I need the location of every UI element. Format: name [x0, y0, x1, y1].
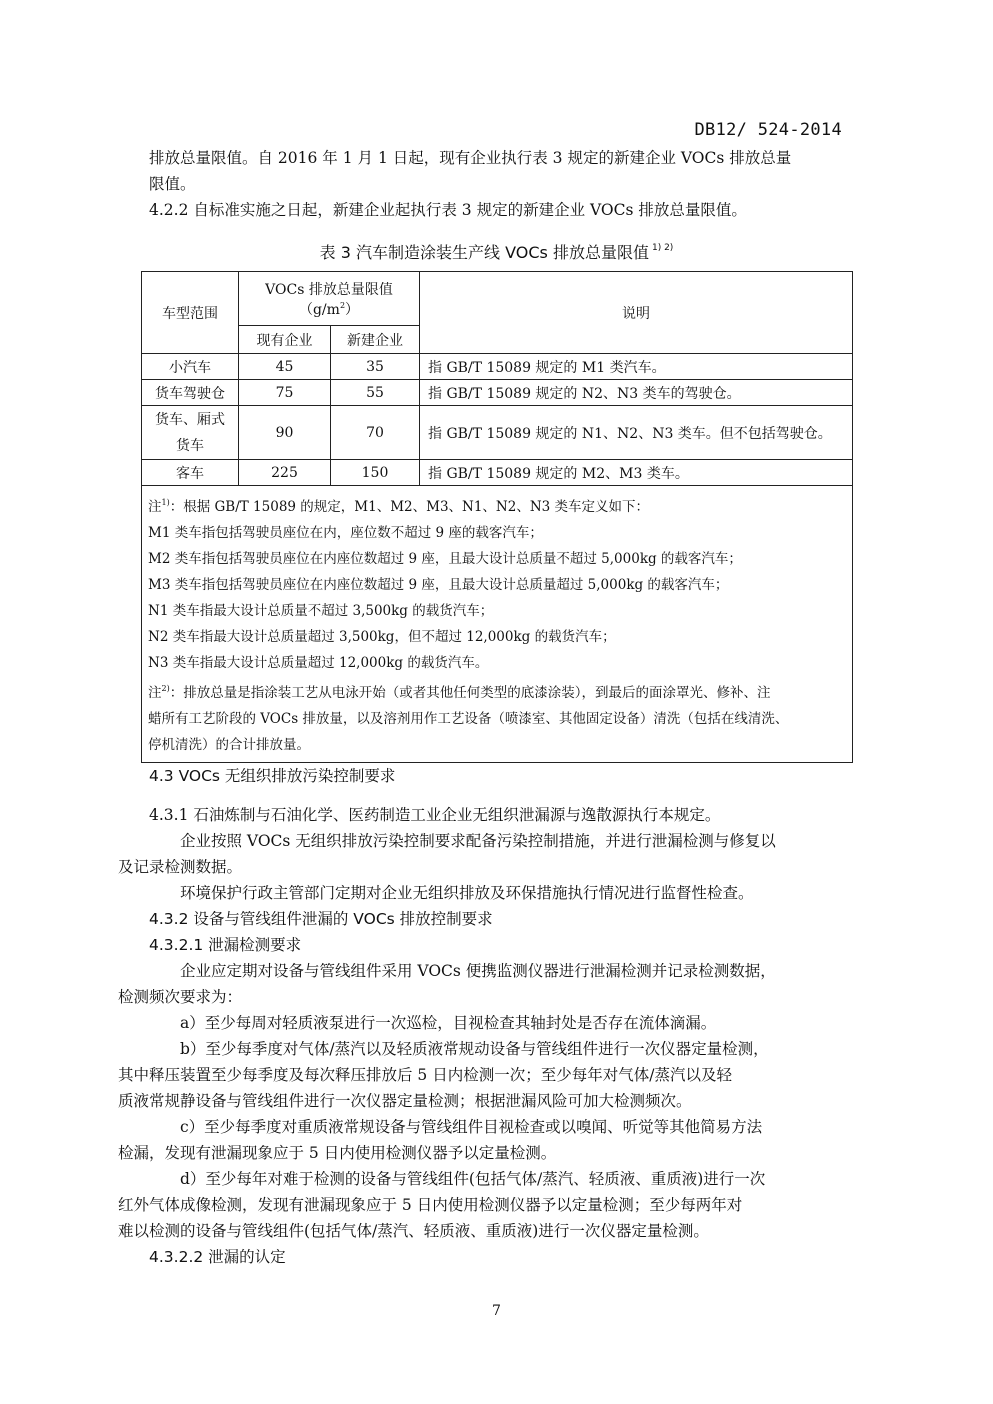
- item-text: 检漏，发现有泄漏现象应于 5 日内使用检测仪器予以定量检测。: [118, 1144, 557, 1162]
- emission-limit-table: [141, 271, 853, 763]
- paragraph-top: [149, 145, 845, 197]
- page-number: 7: [492, 1303, 501, 1319]
- note-label: 注: [148, 499, 162, 515]
- item-b: [118, 1036, 845, 1114]
- clause-4-3-2: 4.3.2 设备与管线组件泄漏的 VOCs 排放控制要求: [149, 910, 493, 928]
- paragraph-text: 检测频次要求为：: [118, 988, 243, 1006]
- cell-new: 35: [331, 354, 420, 380]
- standard-number: DB12/ 524-2014: [694, 120, 842, 140]
- unit-text-close: ）: [345, 301, 360, 318]
- paragraph-text: 企业应定期对设备与管线组件采用 VOCs 便携监测仪器进行泄漏检测并记录检测数据，: [180, 962, 776, 980]
- paragraph-4-3-1-b: 环境保护行政主管部门定期对企业无组织排放及环保措施执行情况进行监督性检查。: [180, 884, 754, 902]
- note-line: N2 类车指最大设计总质量超过 3,500kg，但不超过 12,000kg 的载货汽车；: [148, 629, 616, 645]
- paragraph-text: 及记录检测数据。: [118, 858, 243, 876]
- cell-new: 70: [331, 406, 420, 460]
- cell-existing: 75: [239, 380, 331, 406]
- header-limit-unit: [243, 299, 415, 319]
- paragraph-line: 排放总量限值。自 2016 年 1 月 1 日起，现有企业执行表 3 规定的新建企业 VOCs 排放总量: [149, 149, 792, 167]
- note-line: N3 类车指最大设计总质量超过 12,000kg 的载货汽车。: [148, 655, 489, 671]
- caption-footnote-marks: 1) 2): [651, 243, 674, 253]
- table-row: [142, 380, 853, 406]
- paragraph-text: 企业按照 VOCs 无组织排放污染控制要求配备污染控制措施，并进行泄漏检测与修复以: [180, 832, 776, 850]
- cell-desc: 指 GB/T 15089 规定的 N1、N2、N3 类车。但不包括驾驶仓。: [420, 406, 853, 460]
- cell-desc: 指 GB/T 15089 规定的 N2、N3 类车的驾驶仓。: [420, 380, 853, 406]
- header-description: 说明: [420, 272, 853, 354]
- header-new: 新建企业: [331, 326, 420, 354]
- item-text: 其中释压装置至少每季度及每次释压排放后 5 日内检测一次；至少每年对气体/蒸汽以及轻: [118, 1066, 732, 1084]
- table-header-row: [142, 272, 853, 326]
- clause-4-3-1: 4.3.1 石油炼制与石油化学、医药制造工业企业无组织泄漏源与逸散源执行本规定。: [149, 806, 721, 824]
- item-d: [118, 1166, 845, 1244]
- table-row: [142, 460, 853, 486]
- item-c: [118, 1114, 845, 1166]
- header-limit-label: VOCs 排放总量限值: [265, 281, 393, 298]
- table-notes-row: [142, 486, 853, 763]
- note-line: 蜡所有工艺阶段的 VOCs 排放量，以及溶剂用作工艺设备（喷漆室、其他固定设备）清洗（包括在线清洗、: [148, 711, 789, 727]
- note-line: 停机清洗）的合计排放量。: [148, 737, 310, 753]
- cell-type: [142, 406, 239, 460]
- paragraph-line: 限值。: [149, 175, 196, 193]
- note-2: [148, 676, 846, 706]
- header-vehicle-type: 车型范围: [142, 272, 239, 354]
- cell-type: 小汽车: [142, 354, 239, 380]
- paragraph-4-3-2-1: [118, 958, 845, 1010]
- cell-type: 客车: [142, 460, 239, 486]
- note-line: M1 类车指包括驾驶员座位在内，座位数不超过 9 座的载客汽车；: [148, 525, 543, 541]
- note-line: M2 类车指包括驾驶员座位在内座位数超过 9 座，且最大设计总质量不超过 5,000kg 的载客汽车；: [148, 551, 742, 567]
- note-marker: 1): [161, 498, 170, 507]
- cell-new: 150: [331, 460, 420, 486]
- clause-4-3-2-2: 4.3.2.2 泄漏的认定: [149, 1248, 286, 1266]
- note-marker: 2): [161, 684, 170, 693]
- section-4-3-title: 4.3 VOCs 无组织排放污染控制要求: [149, 767, 396, 785]
- unit-text: （g/m: [298, 301, 340, 318]
- unit-exponent: 2: [339, 300, 346, 310]
- clause-4-3-2-1: 4.3.2.1 泄漏检测要求: [149, 936, 302, 954]
- cell-desc: 指 GB/T 15089 规定的 M2、M3 类车。: [420, 460, 853, 486]
- header-existing: 现有企业: [239, 326, 331, 354]
- cell-type: 货车驾驶仓: [142, 380, 239, 406]
- item-text: b）至少每季度对气体/蒸汽以及轻质液常规动设备与管线组件进行一次仪器定量检测，: [180, 1040, 769, 1058]
- header-limit: [239, 272, 420, 326]
- item-text: 质液常规静设备与管线组件进行一次仪器定量检测；根据泄漏风险可加大检测频次。: [118, 1092, 692, 1110]
- cell-desc: 指 GB/T 15089 规定的 M1 类汽车。: [420, 354, 853, 380]
- item-text: d）至少每年对难于检测的设备与管线组件(包括气体/蒸汽、轻质液、重质液)进行一次: [180, 1170, 766, 1188]
- item-a: a）至少每周对轻质液泵进行一次巡检，目视检查其轴封处是否存在流体滴漏。: [180, 1014, 717, 1032]
- note-line: N1 类车指最大设计总质量不超过 3,500kg 的载货汽车；: [148, 603, 494, 619]
- item-text: c）至少每季度对重质液常规设备与管线组件目视检查或以嗅闻、听觉等其他简易方法: [180, 1118, 763, 1136]
- paragraph-4-3-1-a: [118, 828, 845, 880]
- table-row: [142, 406, 853, 460]
- note-1: [148, 490, 846, 520]
- table-row: [142, 354, 853, 380]
- clause-4-2-2: 4.2.2 自标准实施之日起，新建企业起执行表 3 规定的新建企业 VOCs 排放总量限值。: [149, 201, 747, 219]
- table-caption: [0, 240, 993, 263]
- cell-existing: 225: [239, 460, 331, 486]
- item-text: 红外气体成像检测，发现有泄漏现象应于 5 日内使用检测仪器予以定量检测；至少每两年对: [118, 1196, 743, 1214]
- cell-type-line: 货车: [176, 437, 204, 454]
- note-text: ：排放总量是指涂装工艺从电泳开始（或者其他任何类型的底漆涂装），到最后的面涂罩光、修补、注: [169, 685, 771, 701]
- caption-text: 表 3 汽车制造涂装生产线 VOCs 排放总量限值: [319, 243, 649, 262]
- item-text: 难以检测的设备与管线组件(包括气体/蒸汽、轻质液、重质液)进行一次仪器定量检测。: [118, 1222, 709, 1240]
- cell-existing: 90: [239, 406, 331, 460]
- cell-type-line: 货车、厢式: [155, 411, 225, 428]
- cell-existing: 45: [239, 354, 331, 380]
- table-notes: [142, 486, 853, 763]
- cell-new: 55: [331, 380, 420, 406]
- note-text: ：根据 GB/T 15089 的规定，M1、M2、M3、N1、N2、N3 类车定义如下：: [169, 499, 650, 515]
- note-line: M3 类车指包括驾驶员座位在内座位数超过 9 座，且最大设计总质量超过 5,000kg 的载客汽车；: [148, 577, 729, 593]
- note-label: 注: [148, 685, 162, 701]
